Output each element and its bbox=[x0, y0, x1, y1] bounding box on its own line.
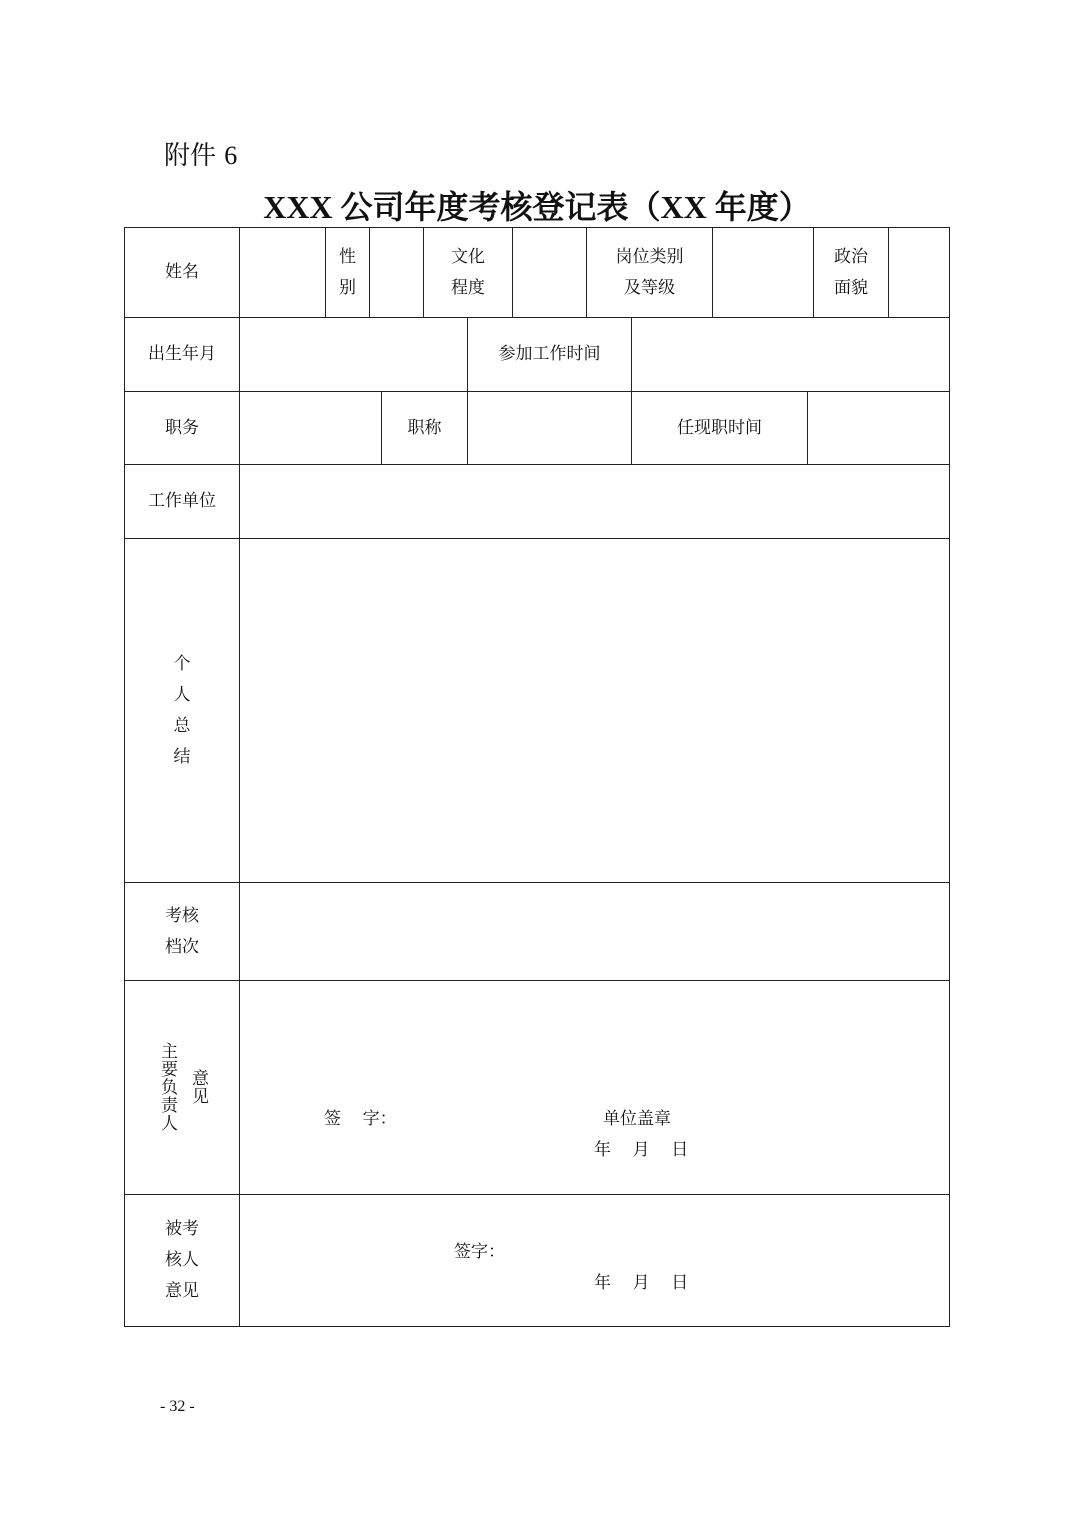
gender-field[interactable] bbox=[369, 227, 424, 318]
leader-sign-label: 签 字： bbox=[324, 1109, 397, 1129]
post-since-label: 任现职时间 bbox=[677, 417, 762, 438]
annex-number: 6 bbox=[224, 141, 238, 170]
page-title: XXX 公司年度考核登记表（XX 年度） bbox=[263, 189, 811, 225]
assessee-label: 被考 核人 意见 bbox=[165, 1219, 199, 1301]
assessee-opinion-field[interactable] bbox=[239, 1194, 950, 1327]
work-unit-field[interactable] bbox=[239, 464, 950, 539]
post-field[interactable] bbox=[239, 391, 382, 465]
name-field[interactable] bbox=[239, 227, 326, 318]
birth-date-field[interactable] bbox=[239, 317, 468, 392]
page-number: - 32 - bbox=[160, 1398, 195, 1415]
summary-label: 个 人 总 结 bbox=[173, 653, 191, 767]
work-start-label: 参加工作时间 bbox=[498, 344, 601, 364]
position-category-label: 岗位类别 及等级 bbox=[615, 246, 684, 298]
work-start-field[interactable] bbox=[631, 317, 950, 392]
name-label: 姓名 bbox=[165, 262, 199, 282]
leader-opinion-field[interactable] bbox=[239, 980, 950, 1195]
political-status-field[interactable] bbox=[888, 227, 950, 318]
leader-label-cell bbox=[124, 980, 240, 1195]
education-field[interactable] bbox=[512, 227, 587, 318]
assessee-date-label: 年 月 日 bbox=[594, 1273, 689, 1293]
title-field[interactable] bbox=[467, 391, 632, 465]
annex-text: 附件 bbox=[164, 141, 217, 171]
post-since-field[interactable] bbox=[807, 391, 950, 465]
leader-label-opinion: 意见 bbox=[188, 1069, 208, 1105]
summary-field[interactable] bbox=[239, 538, 950, 883]
title-label: 职称 bbox=[407, 417, 442, 438]
political-status-label: 政治 面貌 bbox=[834, 246, 868, 298]
leader-date-label: 年 月 日 bbox=[594, 1140, 689, 1160]
position-category-field[interactable] bbox=[712, 227, 814, 318]
leader-seal-label: 单位盖章 bbox=[603, 1109, 671, 1129]
education-label: 文化 程度 bbox=[451, 246, 485, 298]
leader-label-main: 主要负责人 bbox=[157, 1042, 177, 1132]
grade-label: 考核 档次 bbox=[165, 905, 199, 957]
post-label: 职务 bbox=[165, 417, 199, 438]
assessee-sign-label: 签字： bbox=[454, 1242, 505, 1262]
grade-field[interactable] bbox=[239, 882, 950, 981]
gender-label: 性 别 bbox=[339, 246, 356, 298]
work-unit-label: 工作单位 bbox=[148, 491, 216, 511]
birth-date-label: 出生年月 bbox=[148, 344, 216, 364]
